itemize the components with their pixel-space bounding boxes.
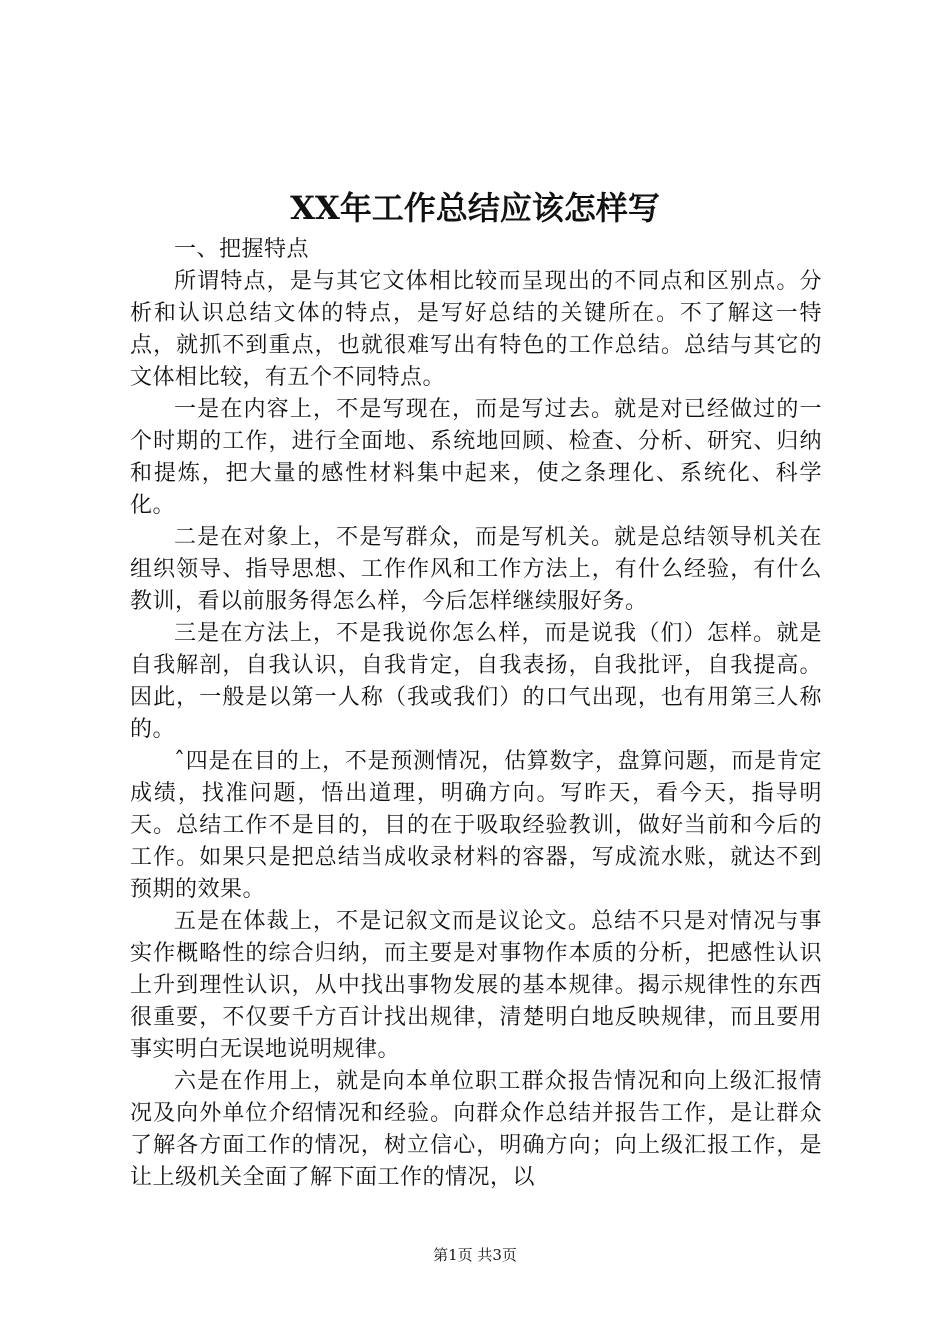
paragraph-point-6: 六是在作用上，就是向本单位职工群众报告情况和向上级汇报情况及向外单位介绍情况和经验。向群众作总结并报告工作，是让群众了解各方面工作的情况，树立信心，明确方向；向上级汇报工作，是让上级机关全面了解下面工作的情况，以: [130, 1069, 822, 1190]
paragraph-point-5: 五是在体裁上，不是记叙文而是议论文。总结不只是对情况与事实作概略性的综合归纳，而主要是对事物作本质的分析，把感性认识上升到理性认识，从中找出事物发展的基本规律。揭示规律性的东西很重要，不仅要千方百计找出规律，清楚明白地反映规律，而且要用事实明白无误地说明规律。: [130, 909, 822, 1062]
page-indicator: 第1页 共3页: [433, 1246, 517, 1264]
paragraph-point-3: 三是在方法上，不是我说你怎么样，而是说我（们）怎样。就是自我解剖，自我认识，自我肯定，自我表扬，自我批评，自我提高。因此，一般是以第一人称（我或我们）的口气出现，也有用第三人称的。: [130, 621, 822, 742]
section-heading: 一、把握特点: [174, 237, 310, 262]
document-body: [130, 234, 822, 1194]
paragraph-point-1: 一是在内容上，不是写现在，而是写过去。就是对已经做过的一个时期的工作，进行全面地、系统地回顾、检查、分析、研究、归纳和提炼，把大量的感性材料集中起来，使之条理化、系统化、科学化。: [130, 397, 822, 518]
paragraph-intro: 所谓特点，是与其它文体相比较而呈现出的不同点和区别点。分析和认识总结文体的特点，是写好总结的关键所在。不了解这一特点，就抓不到重点，也就很难写出有特色的工作总结。总结与其它的文体相比较，有五个不同特点。: [130, 269, 822, 390]
paragraph-point-4: ˆ四是在目的上，不是预测情况，估算数字，盘算问题，而是肯定成绩，找准问题，悟出道理，明确方向。写昨天，看今天，指导明天。总结工作不是目的，目的在于吸取经验教训，做好当前和今后的工作。如果只是把总结当成收录材料的容器，写成流水账，就达不到预期的效果。: [130, 749, 822, 902]
paragraph-point-2: 二是在对象上，不是写群众，而是写机关。就是总结领导机关在组织领导、指导思想、工作作风和工作方法上，有什么经验，有什么教训，看以前服务得怎么样，今后怎样继续服好务。: [130, 525, 822, 614]
document-title: XX年工作总结应该怎样写: [290, 189, 660, 227]
